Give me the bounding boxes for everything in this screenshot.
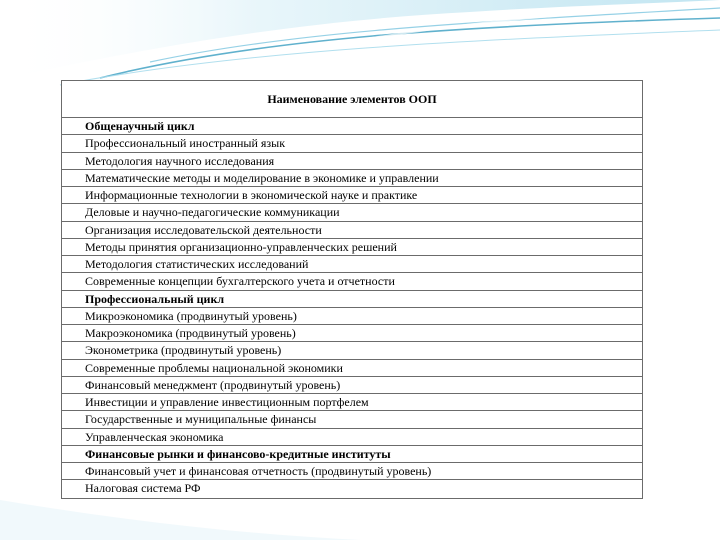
table-row: Микроэкономика (продвинутый уровень) [62,308,642,325]
table-row: Государственные и муниципальные финансы [62,411,642,428]
table-row: Информационные технологии в экономической науке и практике [62,187,642,204]
table-header: Наименование элементов ООП [62,81,642,118]
section-row: Финансовые рынки и финансово-кредитные институты [62,446,642,463]
table-row: Современные проблемы национальной экономики [62,360,642,377]
table-row: Финансовый учет и финансовая отчетность (продвинутый уровень) [62,463,642,480]
table-row: Макроэкономика (продвинутый уровень) [62,325,642,342]
oop-elements-table [61,80,643,499]
table-row: Эконометрика (продвинутый уровень) [62,342,642,359]
table-row: Современные концепции бухгалтерского учета и отчетности [62,273,642,290]
table-row: Методы принятия организационно-управленческих решений [62,239,642,256]
section-row: Профессиональный цикл [62,291,642,308]
table-row: Управленческая экономика [62,429,642,446]
table-row: Методология статистических исследований [62,256,642,273]
table-row: Финансовый менеджмент (продвинутый уровень) [62,377,642,394]
table-row: Налоговая система РФ [85,481,201,496]
table-body [62,118,642,498]
table-row: Методология научного исследования [62,153,642,170]
table-row: Профессиональный иностранный язык [62,135,642,152]
table-row: Инвестиции и управление инвестиционным портфелем [62,394,642,411]
table-row: Деловые и научно-педагогические коммуникации [62,204,642,221]
table-row: Организация исследовательской деятельности [62,222,642,239]
table-row: Математические методы и моделирование в экономике и управлении [62,170,642,187]
section-row: Общенаучный цикл [62,118,642,135]
